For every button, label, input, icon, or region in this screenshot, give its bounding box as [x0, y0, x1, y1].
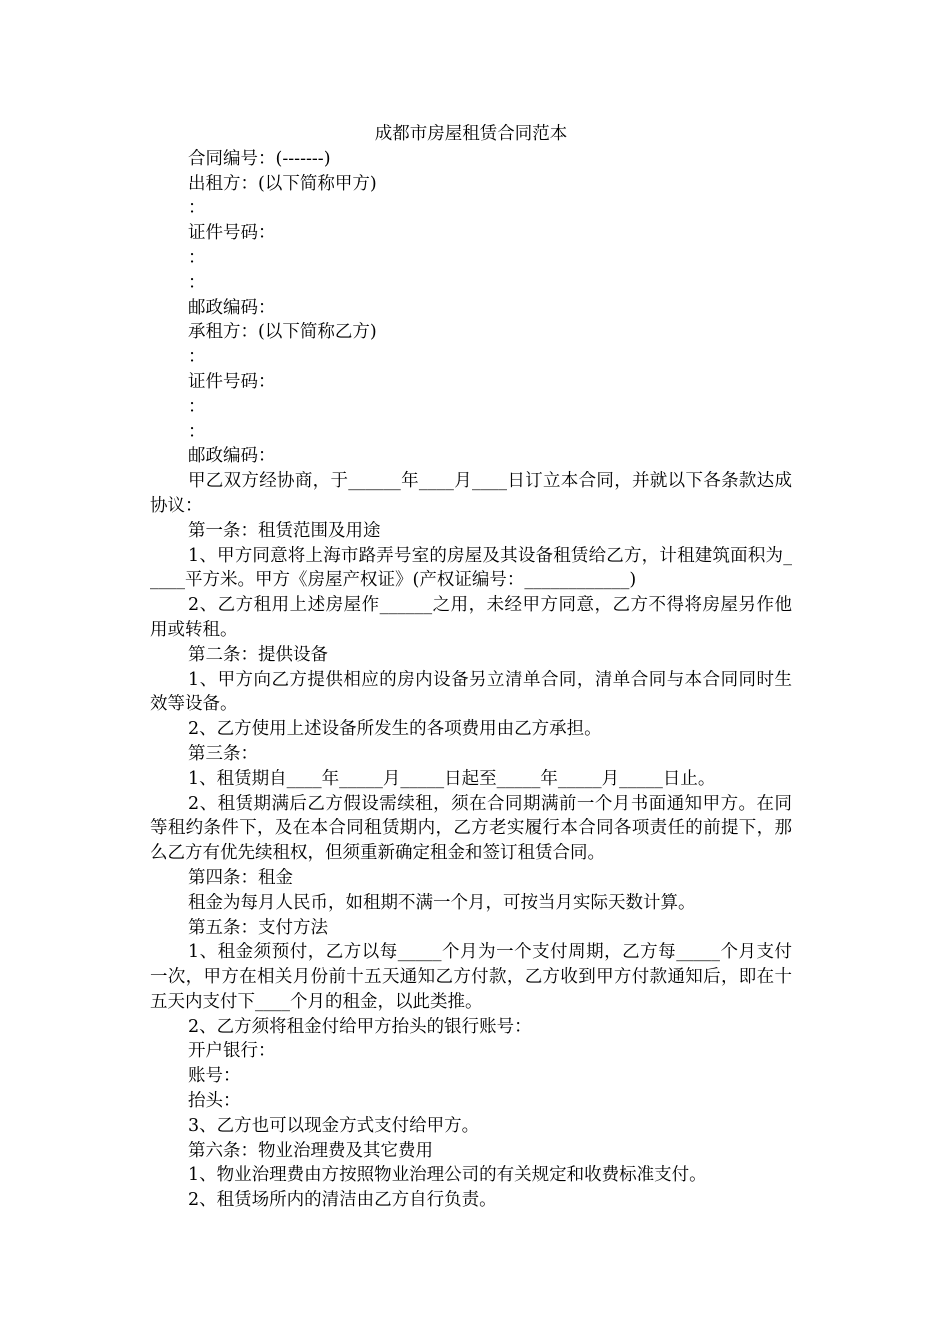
lessor-blank-line: ： — [188, 247, 206, 268]
account-number-line: 账号： — [188, 1066, 241, 1087]
clause-paragraph: 2、租赁场所内的清洁由乙方自行负责。 — [188, 1190, 497, 1211]
clause-paragraph: 2、乙方须将租金付给甲方抬头的银行账号： — [188, 1016, 532, 1037]
clause-paragraph: 1、租赁期自____年_____月_____日起至_____年_____月_____日止。 — [188, 768, 716, 789]
clause-paragraph: 租金为每月人民币，如租期不满一个月，可按当月实际天数计算。 — [188, 892, 696, 913]
lessor-id-line: 证件号码： — [188, 223, 276, 244]
lessor-postcode-line: 邮政编码： — [188, 297, 276, 318]
clause-paragraph: 1、甲方同意将上海市路弄号室的房屋及其设备租赁给乙方，计租建筑面积为_____平方米。甲方《房屋产权证》(产权证编号：____________) — [150, 545, 792, 591]
lessee-blank-line: ： — [188, 347, 206, 368]
document-body — [150, 122, 792, 1213]
clause-paragraph: 2、乙方租用上述房屋作______之用，未经甲方同意，乙方不得将房屋另作他用或转租。 — [150, 595, 792, 640]
bank-name-line: 开户银行： — [188, 1041, 276, 1062]
lessee-id-line: 证件号码： — [188, 371, 276, 392]
clause-paragraph: 2、乙方使用上述设备所发生的各项费用由乙方承担。 — [188, 719, 602, 740]
lessee-line: 承租方：(以下简称乙方) — [188, 322, 377, 343]
article-heading: 第三条： — [188, 743, 258, 764]
lessee-blank-line: ： — [188, 396, 206, 417]
article-heading: 第六条：物业治理费及其它费用 — [188, 1140, 433, 1161]
article-heading: 第四条：租金 — [188, 867, 293, 888]
clause-paragraph: 3、乙方也可以现金方式支付给甲方。 — [188, 1115, 480, 1136]
article-heading: 第五条：支付方法 — [188, 917, 328, 938]
agreement-paragraph: 甲乙双方经协商，于______年____月____日订立本合同，并就以下各条款达成协议： — [150, 471, 792, 516]
article-heading: 第一条：租赁范围及用途 — [188, 520, 381, 541]
contract-number-line: 合同编号：(-------) — [188, 148, 331, 169]
clause-paragraph: 1、甲方向乙方提供相应的房内设备另立清单合同，清单合同与本合同同时生效等设备。 — [150, 669, 792, 715]
lessor-line: 出租方：(以下简称甲方) — [188, 173, 377, 194]
clause-paragraph: 2、租赁期满后乙方假设需续租，须在合同期满前一个月书面通知甲方。在同等租约条件下，及在本合同租赁期内，乙方老实履行本合同各项责任的前提下，那么乙方有优先续租权，但须重新确定租金和签订租赁合同。 — [150, 793, 792, 864]
clause-paragraph: 1、物业治理费由方按照物业治理公司的有关规定和收费标准支付。 — [188, 1165, 707, 1186]
lessor-blank-line: ： — [188, 198, 206, 219]
lessor-blank-line: ： — [188, 272, 206, 293]
document-title: 成都市房屋租赁合同范本 — [374, 124, 568, 144]
article-heading: 第二条：提供设备 — [188, 644, 328, 665]
clause-paragraph: 1、租金须预付，乙方以每_____个月为一个支付周期，乙方每_____个月支付一次，甲方在相关月份前十五天通知乙方付款，乙方收到甲方付款通知后，即在十五天内支付下____个月的租金，以此类推。 — [150, 942, 792, 1012]
account-holder-line: 抬头： — [188, 1091, 241, 1112]
lessee-blank-line: ： — [188, 421, 206, 442]
lessee-postcode-line: 邮政编码： — [188, 446, 276, 467]
